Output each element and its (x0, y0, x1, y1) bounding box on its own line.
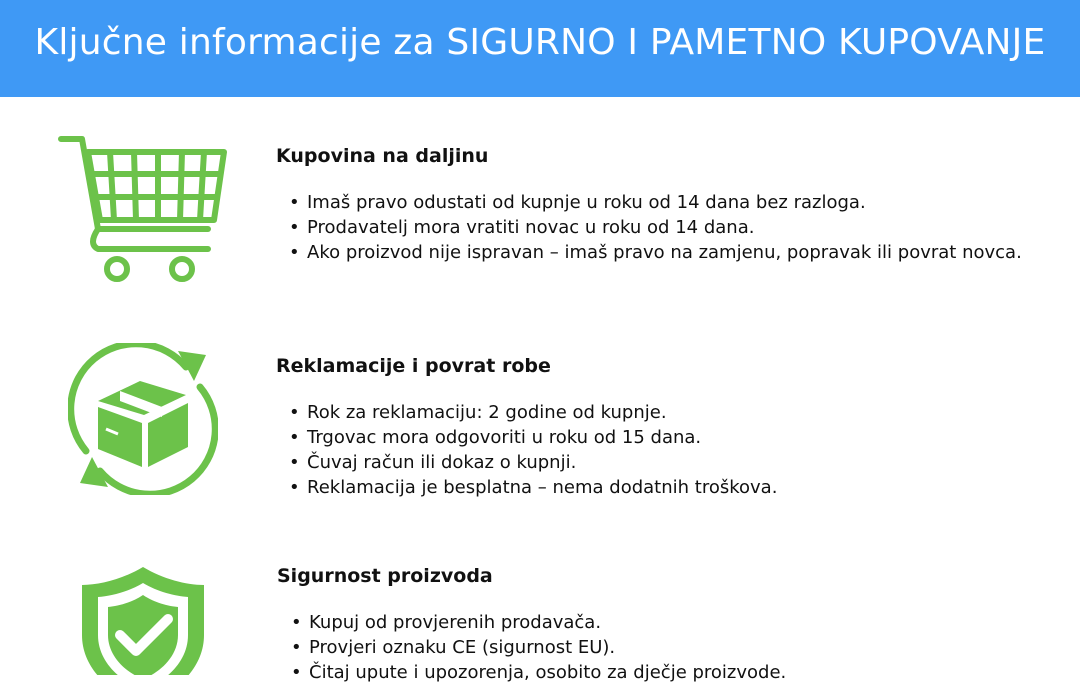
list-item: • Kupuj od provjerenih prodavača. (289, 610, 786, 635)
box-return-icon (68, 343, 218, 495)
bullet-list (287, 190, 1022, 265)
list-item: • Imaš pravo odustati od kupnje u roku od 14 dana bez razloga. (287, 190, 1022, 215)
header-banner (0, 0, 1080, 97)
list-item: • Čuvaj račun ili dokaz o kupnji. (287, 450, 777, 475)
shield-check-icon (78, 565, 208, 675)
bullet-list (289, 610, 786, 685)
list-item: • Rok za reklamaciju: 2 godine od kupnje. (287, 400, 777, 425)
bullet-list (287, 400, 777, 500)
list-item: • Reklamacija je besplatna – nema dodatnih troškova. (287, 475, 777, 500)
shopping-cart-icon (58, 134, 230, 286)
section-title: Reklamacije i povrat robe (276, 355, 551, 377)
list-item: • Provjeri oznaku CE (sigurnost EU). (289, 635, 786, 660)
section-title: Sigurnost proizvoda (277, 565, 493, 587)
list-item: • Ako proizvod nije ispravan – imaš pravo na zamjenu, popravak ili povrat novca. (287, 240, 1022, 265)
page-title: Ključne informacije za SIGURNO I PAMETNO KUPOVANJE (34, 22, 1046, 63)
list-item: • Trgovac mora odgovoriti u roku od 15 dana. (287, 425, 777, 450)
list-item: • Prodavatelj mora vratiti novac u roku od 14 dana. (287, 215, 1022, 240)
section-title: Kupovina na daljinu (276, 145, 489, 167)
list-item: • Čitaj upute i upozorenja, osobito za dječje proizvode. (289, 660, 786, 685)
